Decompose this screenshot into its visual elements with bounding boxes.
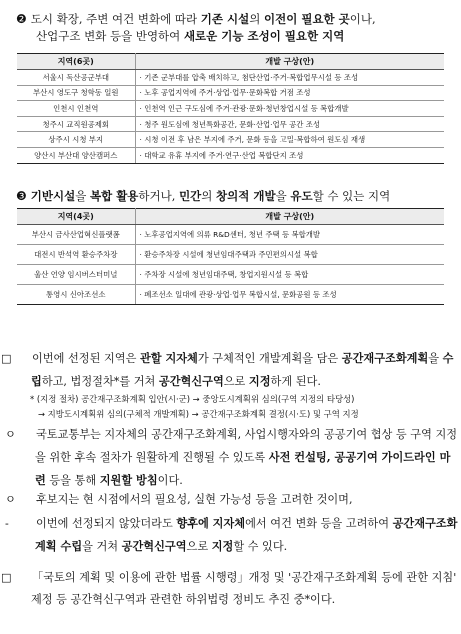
plan-cell: · 노후공업지역에 의류 R&D센터, 청년 주택 등 복합개발 [135, 225, 444, 245]
table-row [17, 225, 444, 245]
para-text: 가 구체적인 개발계획을 담은 [197, 352, 342, 365]
heading-text: 의 [201, 189, 217, 203]
para-text: 이번에 선정되지 않았더라도 [36, 517, 177, 530]
heading-bold: 이전이 필요한 곳 [264, 12, 350, 26]
heading-text: 이나, [349, 12, 376, 26]
table-row [17, 245, 444, 265]
plan-cell: · 주차장 시설에 청년임대주택, 창업지원시설 등 복합 [135, 265, 444, 285]
plan-cell: · 시청 이전 후 남은 부지에 주거, 문화 등을 고밀·복합하여 원도심 재생 [135, 132, 444, 148]
table-relocation-sites [17, 53, 444, 164]
table-row [17, 85, 444, 101]
table-row [17, 70, 444, 86]
para-text: 등을 통해 [45, 474, 100, 487]
para-text: 후보지는 현 시점에서의 필요성, 실현 가능성 등을 고려한 것이며, [36, 493, 353, 506]
table-row [17, 147, 444, 163]
plan-cell: · 환승주차장 시설에 청년임대주택과 주민편의시설 복합 [135, 245, 444, 265]
region-cell: 청주시 교직원공제회 [17, 116, 135, 132]
heading-text: 도시 확장, 주변 여건 변화에 따라 [30, 12, 201, 26]
dash-bullet: - [5, 517, 9, 530]
table-row [17, 285, 444, 305]
region-cell: 양산시 부산대 양산캠퍼스 [17, 147, 135, 163]
para-bold: 사전 컨설팅, 공공기여 가이드라인 마련 [35, 450, 451, 487]
para-bold: 수립 [31, 351, 454, 388]
para-text: 을 [428, 352, 443, 365]
heading-bold: 복합 활용 [89, 189, 139, 203]
region-cell: 부산시 영도구 청학동 일원 [17, 85, 135, 101]
region-cell: 통영시 신아조선소 [17, 285, 135, 305]
table-header-region: 지역(4곳) [17, 209, 135, 225]
heading-text: 을 [275, 189, 291, 203]
square-bullet: □ [1, 352, 12, 365]
heading-bold: 창의적 개발 [216, 189, 276, 203]
heading-bold: 유도 [290, 189, 313, 203]
region-cell: 인천시 인천역 [17, 101, 135, 117]
para-text: 이다. [157, 474, 183, 487]
heading-text: 하거나, [138, 189, 180, 203]
heading-text: 을 [75, 189, 90, 203]
region-cell: 울산 언양 임시버스터미널 [17, 265, 135, 285]
region-cell: 상주시 시청 부지 [17, 132, 135, 148]
para-text: 이번에 선정된 지역은 [32, 352, 140, 365]
footnote-line: → 지방도시계획위 심의(구체적 개발계획) → 공간재구조화계획 결정(시·도) 및 구역 지정 [38, 409, 359, 419]
paragraph-regulation [1, 567, 461, 611]
region-cell: 부산시 금사산업혁신플랫폼 [17, 225, 135, 245]
para-bold: 공간재구조화계획 [341, 351, 429, 365]
heading-text: 할 수 있는 지역 [312, 189, 391, 203]
section-3-heading [16, 188, 446, 205]
heading-bold: 민간 [179, 189, 202, 203]
table-row [17, 116, 444, 132]
heading-bold: 기존 시설 [200, 12, 250, 26]
paragraph-future [5, 512, 461, 558]
plan-cell: · 대학교 유휴 부지에 주거·연구·산업 복합단지 조성 [135, 147, 444, 163]
section-3-number: ❸ [16, 189, 27, 203]
para-bold: 지정 [211, 539, 234, 553]
plan-cell: · 인천역 인근 구도심에 주거·관광·문화·청년창업시설 등 복합개발 [135, 101, 444, 117]
para-text: 에서 여건 변화 등을 고려하여 [245, 517, 393, 530]
para-bold: 관할 지자체 [139, 351, 198, 365]
paragraph-designation [1, 347, 461, 393]
para-text: 으로 [186, 540, 212, 553]
circle-bullet: ㅇ [5, 428, 16, 441]
footnote-procedure [30, 392, 440, 422]
circle-bullet: ㅇ [5, 493, 16, 506]
paragraph-support [5, 424, 461, 492]
para-bold: 지원할 방침 [99, 473, 158, 487]
table-row [17, 132, 444, 148]
para-text: 하게 된다. [270, 375, 321, 388]
section-2-number: ❷ [16, 12, 27, 26]
paragraph-candidates [5, 489, 461, 511]
heading-text: 산업구조 변화 등을 반영하여 [36, 29, 184, 43]
para-text: 「국토의 계획 및 이용에 관한 법률 시행령」개정 및 '공간재구조화계획 등에 관한 지침' 제정 등 공간혁신구역과 관련한 하위법령 정비도 추진 중*이다. [31, 571, 457, 606]
plan-cell: · 노후 공업지역에 주거·상업·업무·문화복합 거점 조성 [135, 85, 444, 101]
plan-cell: · 청주 원도심에 청년특화공간, 문화·산업·업무 공간 조성 [135, 116, 444, 132]
footnote-line: * (지정 절차) 공간재구조화계획 입안(시·군) → 중앙도시계획위 심의(구역 지정의 타당성) [30, 394, 355, 404]
table-header-plan: 개발 구상(안) [135, 209, 444, 225]
para-bold: 향후에 지자체 [176, 516, 246, 530]
para-text: 국토교통부는 지자체의 공간재구조화계획, 사업시행자와의 공공기여 협상 등 구역 지정을 위한 후속 절차가 원활하게 진행될 수 있도록 [35, 428, 458, 464]
region-cell: 대전시 반석역 환승주차장 [17, 245, 135, 265]
section-2-heading [16, 11, 446, 45]
para-text: 할 수 있다. [233, 540, 288, 553]
plan-cell: · 폐조선소 일대에 관광·상업·업무 복합시설, 문화공원 등 조성 [135, 285, 444, 305]
region-cell: 서울시 독산공군부대 [17, 70, 135, 86]
para-text: 으로 [223, 375, 249, 388]
table-header-region: 지역(6곳) [17, 54, 135, 70]
para-bold: 공간혁신구역 [121, 539, 187, 553]
table-row [17, 101, 444, 117]
plan-cell: · 기존 군부대를 압축 배치하고, 첨단산업·주거·복합업무시설 등 조성 [135, 70, 444, 86]
heading-bold: 새로운 기능 조성이 필요한 지역 [183, 29, 345, 43]
para-bold: 지정 [248, 374, 271, 388]
table-row [17, 265, 444, 285]
table-header-plan: 개발 구상(안) [135, 54, 444, 70]
heading-bold: 기반시설 [30, 189, 76, 203]
heading-text: 의 [249, 12, 264, 26]
para-text: 하고, 법정절차*를 거쳐 [41, 375, 159, 388]
para-bold: 공간혁신구역 [158, 374, 224, 388]
para-bold: 공간재구조화계획 수립 [35, 516, 458, 553]
square-bullet: □ [1, 571, 12, 584]
table-mixed-use-sites [17, 208, 444, 305]
para-text: 을 거쳐 [82, 540, 122, 553]
